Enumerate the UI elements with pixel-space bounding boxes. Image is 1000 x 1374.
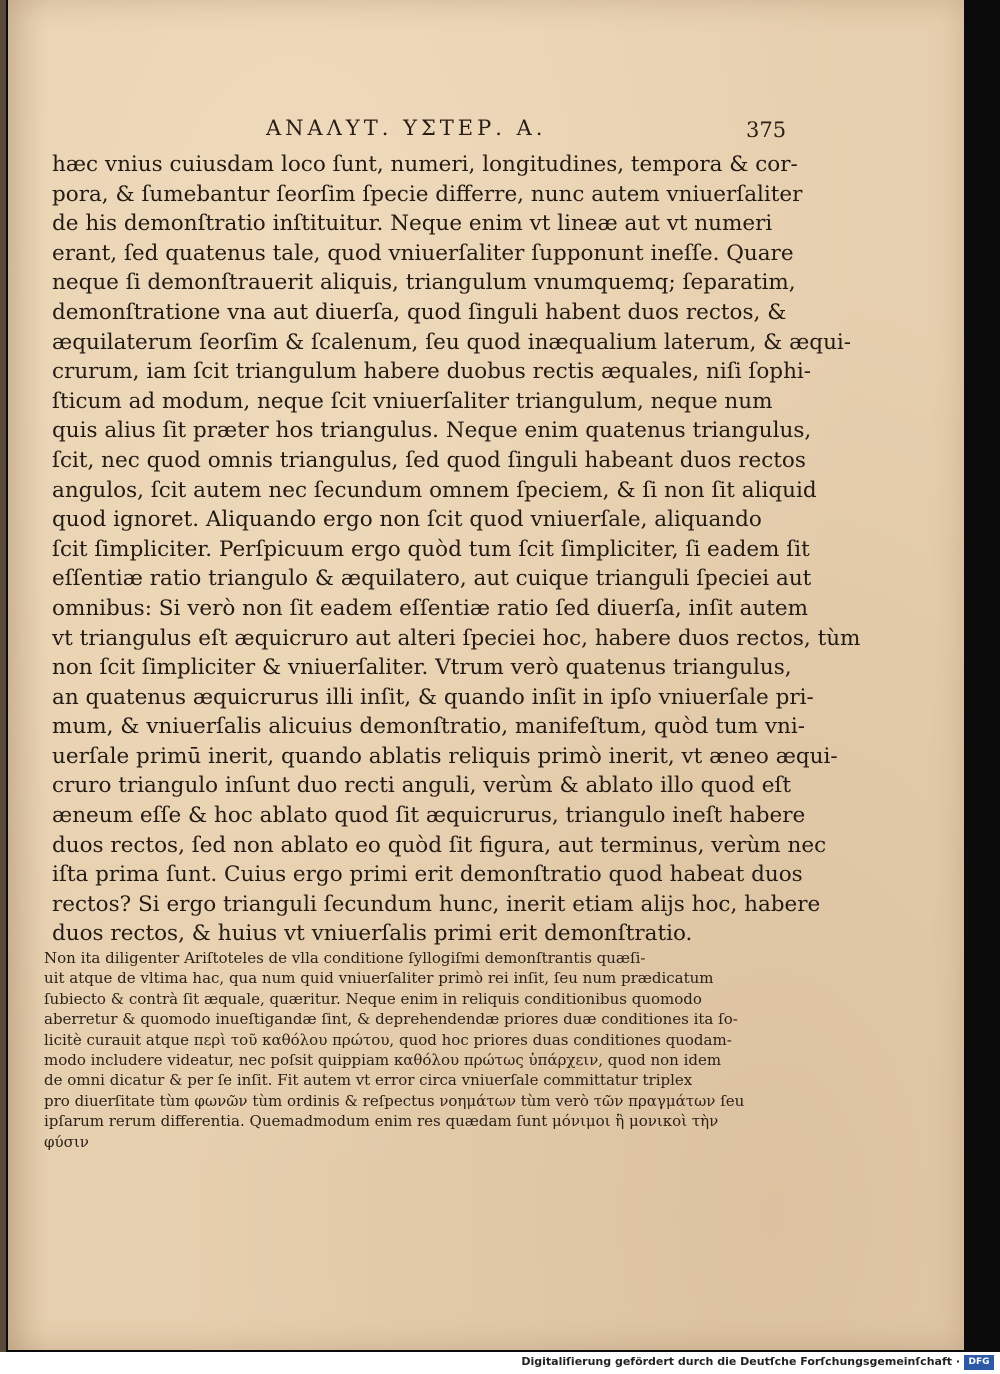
page-number: 375 [746,118,787,142]
commentary-line: φύσιν [44,1132,89,1151]
commentary-line: ſubiecto & contrà ſit æquale, quæritur. Neque enim in reliquis conditionibus quomodo [44,989,702,1008]
text-line: angulos, ſcit autem nec ſecundum omnem ſpeciem, & ſi non ſit aliquid [52,477,817,503]
dfg-logo: DFG [964,1355,994,1370]
commentary-line: aberretur & quomodo inueſtigandæ ſint, & deprehendendæ priores duæ conditiones ita ſo- [44,1010,738,1029]
text-line: uerſale primū inerit, quando ablatis reliquis primò inerit, vt æneo æqui- [52,743,838,769]
text-line: demonſtratione vna aut diuerſa, quod ſinguli habent duos rectos, & [52,299,787,325]
text-line: cruro triangulo inſunt duo recti anguli, verùm & ablato illo quod eſt [52,773,792,799]
text-line: mum, & vniuerſalis alicuius demonſtratio, manifeſtum, quòd tum vni- [52,714,806,740]
text-line: de his demonſtratio inſtituitur. Neque enim vt lineæ aut vt numeri [52,211,773,237]
commentary-block [44,948,772,1152]
commentary-line: Non ita diligenter Ariſtoteles de vlla conditione ſyllogiſmi demonſtrantis quæſi- [44,949,646,967]
text-line: æquilaterum ſeorſim & ſcalenum, ſeu quod inæqualium laterum, & æqui- [52,329,852,355]
text-line: æneum eſſe & hoc ablato quod ſit æquicrurus, triangulo ineſt habere [52,803,806,829]
text-line: hæc vnius cuiusdam loco ſunt, numeri, longitudines, tempora & cor- [52,152,798,177]
footer-bar [0,1352,1000,1374]
text-line: rectos? Si ergo trianguli ſecundum hunc, inerit etiam alijs hoc, habere [52,891,821,917]
text-line: erant, ſed quatenus tale, quod vniuerſaliter ſupponunt ineſſe. Quare [52,240,794,266]
text-line: quod ignoret. Aliquando ergo non ſcit quod vniuerſale, aliquando [52,507,762,533]
text-line: duos rectos, & huius vt vniuerſalis primi erit demonſtratio. [52,921,693,947]
text-line: an quatenus æquicrurus illi inſit, & quando inſit in ipſo vniuerſale pri- [52,684,814,710]
main-text-block [52,150,861,949]
commentary-line: modo includere videatur, nec poſsit quippiam καθόλου πρώτως ὑπάρχειν, quod non idem [44,1051,722,1070]
page-header [8,112,964,152]
funding-credit: Digitaliſierung gefördert durch die Deutſche Forſchungsgemeinſchaft · [521,1355,960,1368]
text-line: pora, & ſumebantur ſeorſim ſpecie differre, nunc autem vniuerſaliter [52,181,803,207]
running-head: ANAΛΥΤ. ΥΣΤΕΡ. A. [266,116,547,140]
commentary-line: ipſarum rerum differentia. Quemadmodum enim res quædam ſunt μόνιμοι ἢ μονικοὶ τὴν [44,1112,719,1131]
commentary-line: pro diuerſitate tùm φωνῶν tùm ordinis & reſpectus νοημάτων tùm verò τῶν πραγμάτων ſeu [44,1091,745,1110]
commentary-line: de omni dicatur & per ſe inſit. Fit autem vt error circa vniuerſale committatur triplex [44,1071,693,1090]
text-line: omnibus: Si verò non ſit eadem eſſentiæ ratio ſed diuerſa, inſit autem [52,595,808,621]
text-line: eſſentiæ ratio triangulo & æquilatero, aut cuique trianguli ſpeciei aut [52,566,812,592]
commentary-line: uit atque de vltima hac, qua num quid vniuerſaliter primò rei inſit, ſeu num prædicatum [44,969,714,988]
text-line: crurum, iam ſcit triangulum habere duobus rectis æquales, niſi ſophi- [52,359,812,385]
text-line: quis alius ſit præter hos triangulus. Neque enim quatenus triangulus, [52,418,812,444]
text-line: vt triangulus eſt æquicruro aut alteri ſpeciei hoc, habere duos rectos, tùm [52,625,861,651]
book-edge [0,0,6,1352]
text-line: neque ſi demonſtrauerit aliquis, triangulum vnumquemq; ſeparatim, [52,270,796,296]
text-line: non ſcit ſimpliciter & vniuerſaliter. Vtrum verò quatenus triangulus, [52,655,792,681]
text-line: ſcit, nec quod omnis triangulus, ſed quod ſinguli habeant duos rectos [52,447,806,473]
text-line: duos rectos, ſed non ablato eo quòd ſit figura, aut terminus, verùm nec [52,832,827,858]
book-page [8,0,964,1350]
text-line: ſticum ad modum, neque ſcit vniuerſaliter triangulum, neque num [52,388,773,414]
text-line: iſta prima ſunt. Cuius ergo primi erit demonſtratio quod habeat duos [52,862,803,888]
commentary-line: licitè curauit atque περὶ τοῦ καθόλου πρώτου, quod hoc priores duas conditiones quodam- [44,1030,732,1049]
text-line: ſcit ſimpliciter. Perſpicuum ergo quòd tum ſcit ſimpliciter, ſi eadem ſit [52,536,810,562]
